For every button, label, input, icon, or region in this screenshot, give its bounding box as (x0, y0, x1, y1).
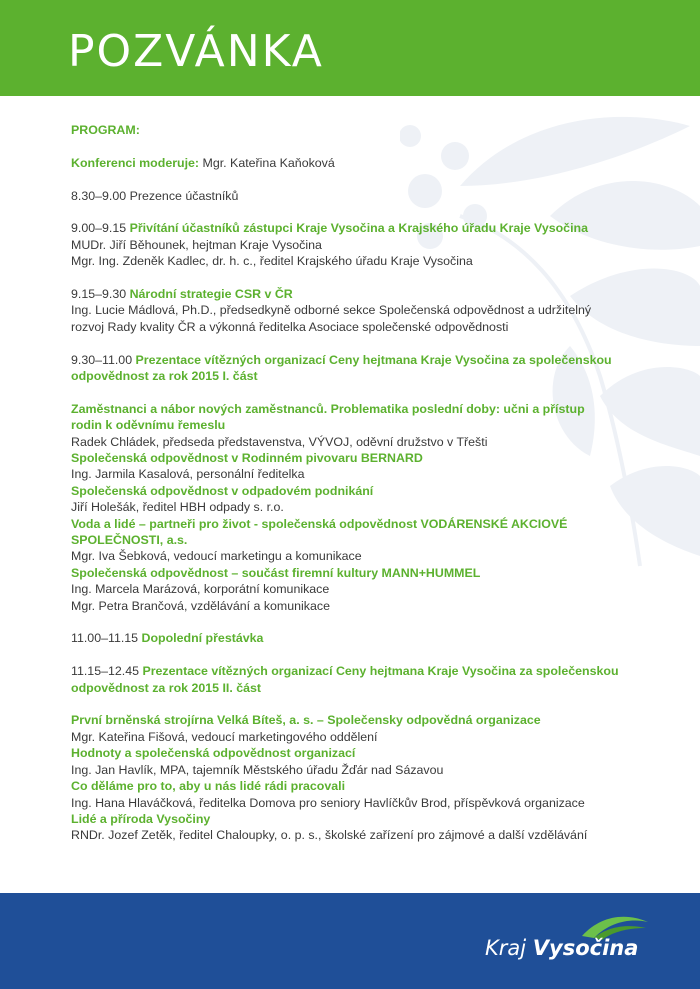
presentation-title: Společenská odpovědnost – součást firemní kultury MANN+HUMMEL (71, 565, 481, 580)
speaker-line: MUDr. Jiří Běhounek, hejtman Kraje Vysočina (71, 237, 322, 252)
session-csr-strategy: 9.15–9.30 Národní strategie CSR v ČR (71, 287, 293, 301)
presentation-title: Zaměstnanci a nábor nových zaměstnanců. Problematika poslední doby: učni a přístup (71, 401, 585, 416)
session-presentations-2: 11.15–12.45 Prezentace vítězných organizací Ceny hejtmana Kraje Vysočina za společenskou (71, 664, 619, 679)
speaker-line: Ing. Marcela Marázová, korporátní komunikace (71, 582, 330, 597)
moderator-line: Konferenci moderuje: Mgr. Kateřina Kaňoková (71, 155, 335, 170)
presentation-title: Společenská odpovědnost v odpadovém podnikání (71, 483, 374, 498)
program-heading: PROGRAM: (71, 123, 140, 137)
speaker-line: Ing. Jan Havlík, MPA, tajemník Městského úřadu Žďár nad Sázavou (71, 762, 444, 777)
header-banner (0, 0, 700, 96)
logo-word-vysocina: Vysočina (532, 936, 639, 960)
session-welcome: 9.00–9.15 Přivítání účastníků zástupci Kraje Vysočina a Krajského úřadu Kraje Vysočina (71, 221, 588, 236)
speaker-line: Mgr. Ing. Zdeněk Kadlec, dr. h. c., ředitel Krajského úřadu Kraje Vysočina (71, 254, 473, 269)
session-presentations-1: 9.30–11.00 Prezentace vítězných organizací Ceny hejtmana Kraje Vysočina za společenskou (71, 352, 612, 367)
presentation-title: Společenská odpovědnost v Rodinném pivovaru BERNARD (71, 451, 423, 466)
presentation-title: První brněnská strojírna Velká Bíteš, a. s. – Společensky odpovědná organizace (71, 713, 541, 728)
speaker-line: Ing. Lucie Mádlová, Ph.D., předsedkyně odborné sekce Společenská odpovědnost a udržitelný (71, 303, 592, 318)
session-break: 11.00–11.15 Dopolední přestávka (71, 631, 264, 646)
speaker-line: Ing. Hana Hlaváčková, ředitelka Domova pro seniory Havlíčkův Brod, příspěvková organizace (71, 795, 585, 810)
speaker-line: RNDr. Jozef Zetěk, ředitel Chaloupky, o. p. s., školské zařízení pro zájmové a další vzdělávání (71, 828, 588, 843)
kraj-vysocina-logo (485, 914, 660, 974)
presentation-title: Co děláme pro to, aby u nás lidé rádi pracovali (71, 779, 346, 794)
speaker-line: rozvoj Rady kvality ČR a výkonná ředitelka Asociace společenské odpovědnosti (71, 319, 509, 334)
speaker-line: Mgr. Kateřina Fišová, vedoucí marketingového oddělení (71, 729, 378, 744)
program-content (71, 122, 686, 844)
speaker-line: Mgr. Petra Brančová, vzdělávání a komunikace (71, 598, 330, 613)
registration-line: 8.30–9.00 Prezence účastníků (71, 188, 239, 203)
speaker-line: Radek Chládek, předseda představenstva, VÝVOJ, oděvní družstvo v Třešti (71, 434, 488, 449)
session-title-cont: odpovědnost za rok 2015 I. část (71, 369, 258, 384)
page-title: POZVÁNKA (68, 26, 324, 77)
speaker-line: Mgr. Iva Šebková, vedoucí marketingu a komunikace (71, 549, 362, 564)
presentation-title: Voda a lidé – partneři pro život - společenská odpovědnost VODÁRENSKÉ AKCIOVÉ (71, 516, 568, 531)
presentation-title: Lidé a příroda Vysočiny (71, 811, 211, 826)
speaker-line: Jiří Holešák, ředitel HBH odpady s. r.o. (71, 500, 284, 515)
logo-word-kraj: Kraj (485, 936, 527, 960)
presentation-title: SPOLEČNOSTI, a.s. (71, 533, 188, 548)
speaker-line: Ing. Jarmila Kasalová, personální ředitelka (71, 467, 305, 482)
presentation-title: Hodnoty a společenská odpovědnost organizací (71, 746, 356, 761)
presentation-title: rodin k oděvnímu řemeslu (71, 418, 226, 433)
session-title-cont: odpovědnost za rok 2015 II. část (71, 680, 262, 695)
